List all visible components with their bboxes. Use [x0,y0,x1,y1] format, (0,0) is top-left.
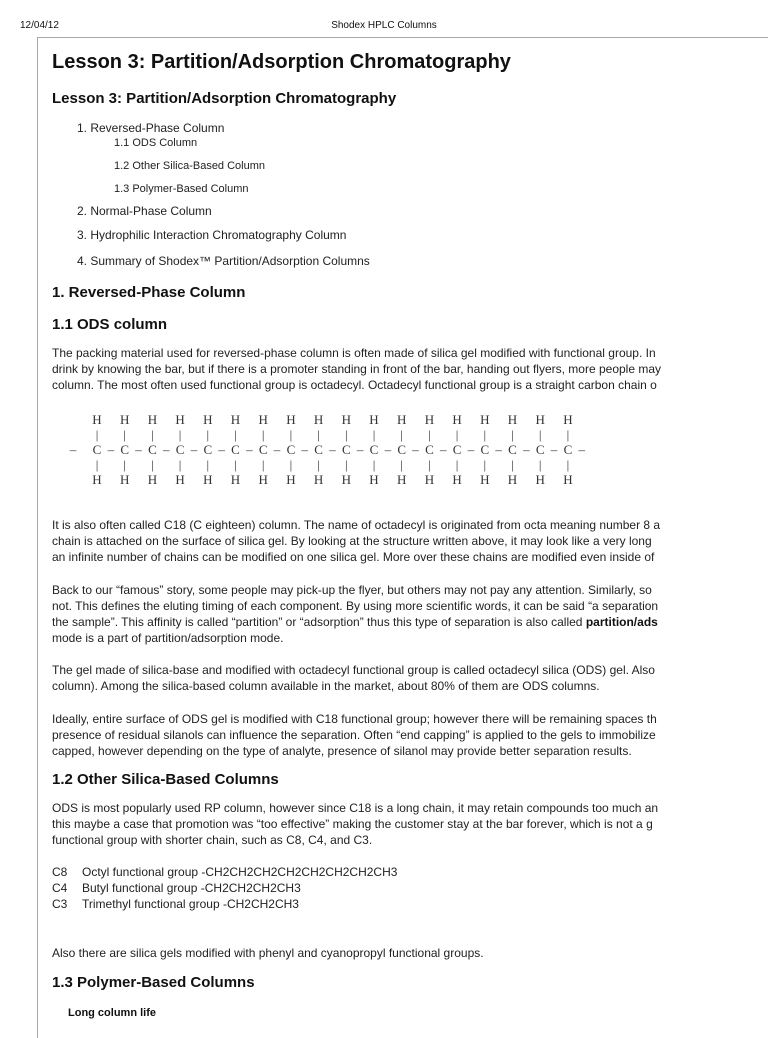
bond-dash: – [69,442,77,457]
bond-line: | [234,457,237,472]
print-date: 12/04/12 [20,20,59,31]
hydrogen-atom: H [147,412,158,427]
bond-dash: – [467,442,475,457]
hydrogen-atom: H [175,412,185,427]
bond-line: | [455,427,459,442]
carbon-atom: C [148,442,157,457]
hydrogen-atom: H [563,412,573,427]
bond-line: | [206,457,210,472]
hydrogen-atom: H [369,412,379,427]
hydrogen-atom: H [313,412,324,427]
bond-dash: – [384,442,392,457]
bond-dash: – [412,442,419,457]
hydrogen-atom: H [92,412,102,427]
bond-dash: – [523,442,530,457]
section-heading-other-silica: 1.2 Other Silica-Based Columns [52,771,279,788]
hydrogen-atom: H [203,412,213,427]
bond-line: | [234,427,237,442]
bond-line: | [151,427,154,442]
carbon-atom: C [203,442,213,457]
bond-line: | [428,457,431,472]
hydrogen-atom: H [203,472,213,487]
bond-dash: – [495,442,502,457]
hydrogen-atom: H [535,472,545,487]
carbon-atom: C [508,442,517,457]
hydrogen-atom: H [258,472,268,487]
hydrogen-atom: H [563,472,573,487]
bond-dash: – [246,442,253,457]
hydrogen-atom: H [230,412,241,427]
bond-line: | [372,457,376,472]
bond-line: | [289,427,293,442]
bond-line: | [317,427,320,442]
hydrogen-atom: H [175,472,185,487]
hydrogen-atom: H [535,412,545,427]
hydrogen-atom: H [230,472,241,487]
bond-line: | [483,457,487,472]
partition-bold: partition/ads [585,615,658,629]
bond-line: | [123,457,127,472]
hydrogen-atom: H [369,472,379,487]
hydrogen-atom: H [507,412,518,427]
hydrogen-atom: H [480,472,490,487]
bond-dash: – [190,442,198,457]
hydrogen-atom: H [313,472,324,487]
carbon-atom: C [397,442,407,457]
bond-line: | [123,427,127,442]
bond-line: | [566,427,570,442]
paragraph-ods-gel: The gel made of silica-base and modified with octadecyl functional group is called octadecyl silica (ODS) gel. Also column). Among the silica-based column available in the market, about 80% of them are ODS columns. [52,663,655,693]
bond-line: | [178,457,182,472]
toc-link-normal-phase[interactable]: 2. Normal-Phase Column [77,204,212,218]
lesson-subtitle: Lesson 3: Partition/Adsorption Chromatography [52,90,397,107]
hydrogen-atom: H [286,472,296,487]
hydrogen-atom: H [507,472,518,487]
paragraph-phenyl-cyanopropyl: Also there are silica gels modified with phenyl and cyanopropyl functional groups. [52,946,484,960]
carbon-atom: C [535,442,545,457]
bond-dash: – [356,442,364,457]
bond-line: | [206,427,210,442]
hydrogen-atom: H [120,472,130,487]
bond-line: | [428,427,431,442]
bond-line: | [317,457,320,472]
functional-group-row: C3 Trimethyl functional group -CH2CH2CH3 [52,897,299,911]
carbon-atom: C [175,442,185,457]
bond-line: | [344,457,348,472]
bond-dash: – [440,442,447,457]
carbon-atom: C [563,442,573,457]
bond-line: | [400,457,404,472]
hydrogen-atom: H [120,412,130,427]
bond-dash: – [578,442,585,457]
bond-line: | [95,427,99,442]
hydrogen-atom: H [452,472,462,487]
paragraph-ods-rp: ODS is most popularly used RP column, however since C18 is a long chain, it may retain compounds too much an this maybe a case that promotion was “too effective” making the customer stay at the bar forever, which is not a g functional group with shorter chain, such as C8, C4, and C3. [52,801,659,847]
page-title: Lesson 3: Partition/Adsorption Chromatography [52,51,511,73]
carbon-atom: C [286,442,296,457]
bond-line: | [455,457,459,472]
paragraph-famous-story: Back to our “famous” story, some people may pick-up the flyer, but others may not pay any attention. Similarly, so not. This defines the eluting timing of each component. By using more scientific words, it can be said “a separation the sample”. This affinity is called “partition” or “adsorption” thus this type of separation is also called partition/ads mode is a part of partition/adsorption mode. [52,583,659,645]
hydrogen-atom: H [341,412,351,427]
bond-line: | [261,427,265,442]
hydrogen-atom: H [452,412,462,427]
carbon-atom: C [314,442,323,457]
bond-dash: – [301,442,308,457]
hydrogen-atom: H [286,412,296,427]
carbon-atom: C [92,442,102,457]
carbon-atom: C [120,442,130,457]
toc-link-reversed-phase[interactable]: 1. Reversed-Phase Column [77,121,225,135]
paragraph-c18-name: It is also often called C18 (C eighteen) column. The name of octadecyl is originated from octa meaning number 8 a chain is attached on the surface of silica gel. By looking at the structure written above, it may look like a very long an infinite number of chains can be modified on one silica gel. More over these chains are modified even inside of [52,518,661,564]
hydrogen-atom: H [341,472,351,487]
bond-dash: – [550,442,558,457]
bond-dash: – [218,442,225,457]
bond-line: | [483,427,487,442]
hydrogen-atom: H [147,472,158,487]
long-column-life-heading: Long column life [68,1007,156,1019]
carbon-atom: C [480,442,490,457]
toc-link-summary[interactable]: 4. Summary of Shodex™ Partition/Adsorption Columns [77,254,370,268]
bond-line: | [344,427,348,442]
paragraph-packing-material: The packing material used for reversed-phase column is often made of silica gel modified with functional group. In drink by knowing the bar, but if there is a promoter standing in front of the bar, handing out flyers, more people may column. The most often used functional group is octadecyl. Octadecyl functional group is a straight carbon chain o [52,346,662,392]
bond-line: | [400,427,404,442]
bond-dash: – [273,442,281,457]
toc-link-hilic[interactable]: 3. Hydrophilic Interaction Chromatography Column [77,228,347,242]
toc-link-polymer[interactable]: 1.3 Polymer-Based Column [114,183,249,195]
print-title: Shodex HPLC Columns [331,20,437,31]
bond-line: | [372,427,376,442]
carbon-atom: C [341,442,351,457]
hydrogen-atom: H [397,412,407,427]
carbon-atom: C [258,442,268,457]
hydrogen-atom: H [258,412,268,427]
bond-line: | [261,457,265,472]
section-heading-reversed-phase: 1. Reversed-Phase Column [52,284,246,301]
carbon-atom: C [452,442,462,457]
hydrogen-atom: H [397,472,407,487]
bond-line: | [151,457,154,472]
article-content [52,0,762,1024]
section-heading-polymer: 1.3 Polymer-Based Columns [52,974,255,991]
carbon-atom: C [425,442,434,457]
octadecyl-structure [67,410,607,490]
carbon-atom: C [369,442,379,457]
bond-dash: – [107,442,115,457]
bond-line: | [95,457,99,472]
paragraph-end-capping: Ideally, entire surface of ODS gel is modified with C18 functional group; however there will be remaining spaces th presence of residual silanols can influence the separation. Often “end capping” is applied to the gels to immobilize capped, however depending on the type of analyte, presence of silanol may provide better separation results. [52,712,657,758]
hydrogen-atom: H [424,412,435,427]
hydrogen-atom: H [92,472,102,487]
functional-group-row: C8 Octyl functional group -CH2CH2CH2CH2CH2CH2CH2CH3 [52,865,398,879]
bond-line: | [511,457,514,472]
bond-line: | [289,457,293,472]
bond-line: | [566,457,570,472]
section-heading-ods: 1.1 ODS column [52,316,168,333]
carbon-atom: C [231,442,240,457]
hydrogen-atom: H [480,412,490,427]
toc-link-ods[interactable]: 1.1 ODS Column [114,137,198,149]
bond-line: | [178,427,182,442]
bond-dash: – [163,442,170,457]
hydrogen-atom: H [424,472,435,487]
bond-dash: – [135,442,142,457]
bond-line: | [538,457,542,472]
bond-line: | [538,427,542,442]
bond-dash: – [329,442,336,457]
toc-link-other-silica[interactable]: 1.2 Other Silica-Based Column [114,160,266,172]
functional-group-row: C4 Butyl functional group -CH2CH2CH2CH3 [52,881,301,895]
bond-line: | [511,427,514,442]
